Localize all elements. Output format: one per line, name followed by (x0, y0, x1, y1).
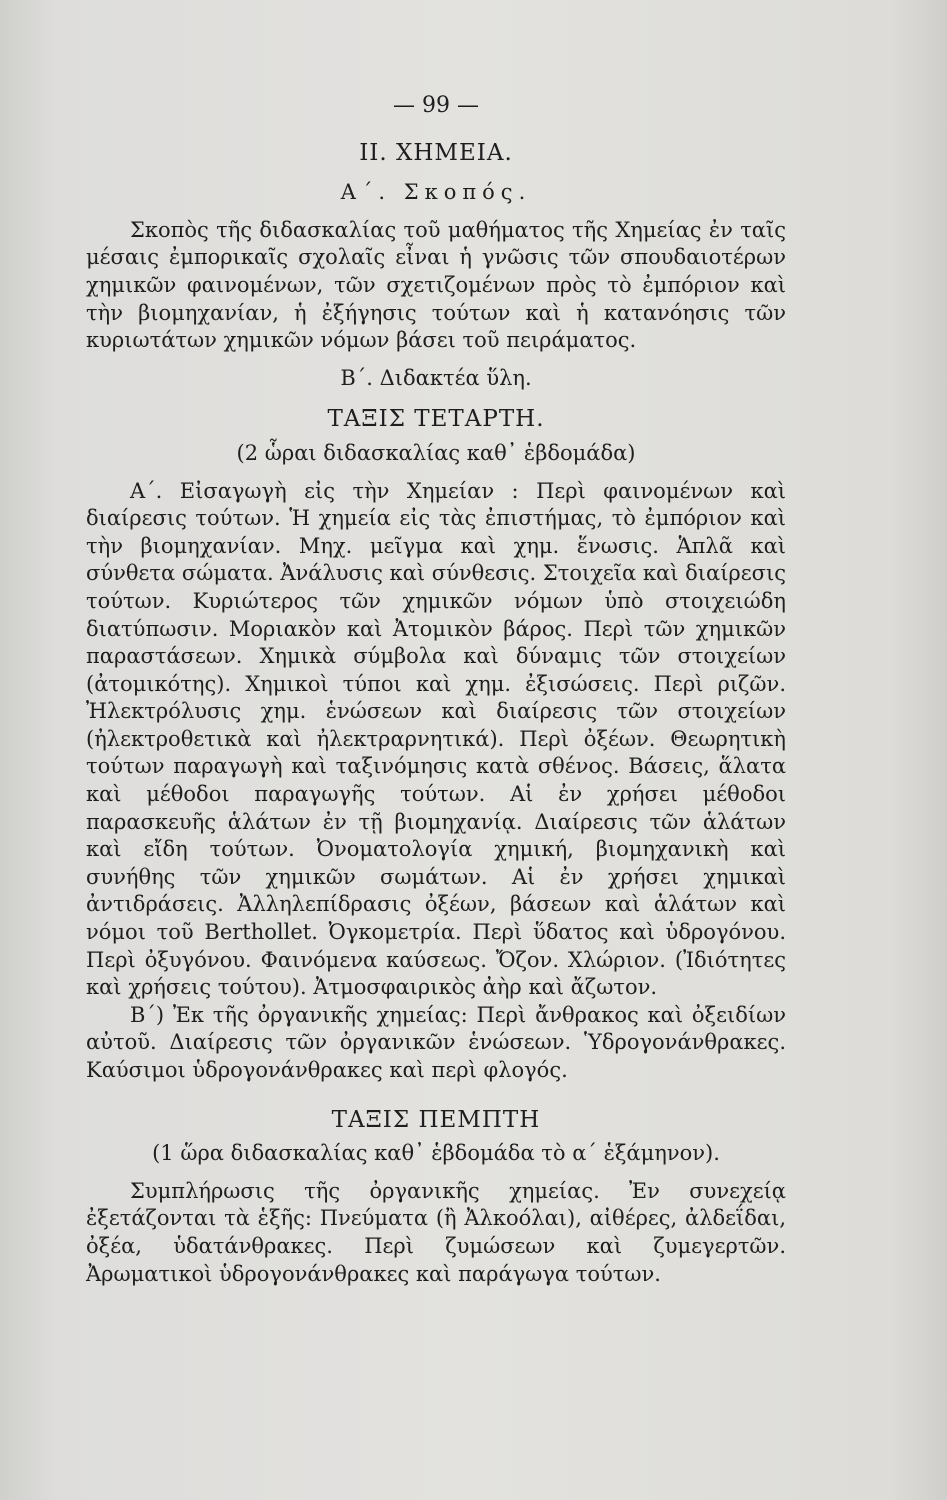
class5-paragraph: Συμπλήρωσις τῆς ὀργανικῆς χημείας. Ἐν συνεχείᾳ ἐξετάζονται τὰ ἑξῆς: Πνεύματα (ἢ Ἀλκοόλαι), αἰθέρες, ἀλδεΐδαι, ὀξέα, ὑδατάνθρακες. Περὶ ζυμώσεων καὶ ζυμεγερτῶν. Ἀρωματικοὶ ὑδρογονάνθρακες καὶ παράγωγα τούτων. (86, 1178, 786, 1286)
class5-title: ΤΑΞΙΣ ΠΕΜΠΤΗ (331, 1106, 541, 1133)
material-heading: Β΄. Διδακτέα ὕλη. (340, 365, 532, 390)
class4-title: ΤΑΞΙΣ ΤΕΤΑΡΤΗ. (327, 406, 545, 433)
class5-hours: (1 ὥρα διδασκαλίας καθ᾿ ἑβδομάδα τὸ α΄ ἑξάμηνον). (152, 1141, 720, 1166)
aim-paragraph: Σκοπὸς τῆς διδασκαλίας τοῦ μαθήματος τῆς Χημείας ἐν ταῖς μέσαις ἐμπορικαῖς σχολαῖς εἶναι ἡ γνῶσις τῶν σπουδαιοτέρων χημικῶν φαινομένων, τῶν σχετιζομένων πρὸς τὸ ἐμπόριον καὶ τὴν βιομηχανίαν, ἡ ἐξήγησις τούτων καὶ ἡ κατανόησις τῶν κυριωτάτων χημικῶν νόμων βάσει τοῦ πειράματος. (86, 217, 786, 353)
text-column (86, 92, 786, 1288)
class4-paragraph-a: Α΄. Εἰσαγωγὴ εἰς τὴν Χημείαν : Περὶ φαινομένων καὶ διαίρεσις τούτων. Ἡ χημεία εἰς τὰς ἐπιστήμας, τὸ ἐμπόριον καὶ τὴν βιομηχανίαν. Μηχ. μεῖγμα καὶ χημ. ἕνωσις. Ἁπλᾶ καὶ σύνθετα σώματα. Ἀνάλυσις καὶ σύνθεσις. Στοιχεῖα καὶ διαίρεσις τούτων. Κυριώτερος τῶν χημικῶν νόμων ὑπὸ στοιχειώδη διατύπωσιν. Μοριακὸν καὶ Ἀτομικὸν βάρος. Περὶ τῶν χημικῶν παραστάσεων. Χημικὰ σύμβολα καὶ δύναμις τῶν στοιχείων (ἀτομικότης). Χημικοὶ τύποι καὶ χημ. ἐξισώσεις. Περὶ ριζῶν. Ἠλεκτρόλυσις χημ. ἑνώσεων καὶ διαίρεσις τῶν στοιχείων (ἠλεκτροθετικὰ καὶ ἠλεκτραρνητικά). Περὶ ὀξέων. Θεωρητικὴ τούτων παραγωγὴ καὶ ταξινόμησις κατὰ σθένος. Βάσεις, ἅλατα καὶ μέθοδοι παραγωγῆς τούτων. Αἱ ἐν χρήσει μέθοδοι παρασκευῆς ἁλάτων ἐν τῇ βιομηχανίᾳ. Διαίρεσις τῶν ἁλάτων καὶ εἴδη τούτων. Ὀνοματολογία χημική, βιομηχανικὴ καὶ συνήθης τῶν χημικῶν σωμάτων. Αἱ ἐν χρήσει χημικαὶ ἀντιδράσεις. Ἀλληλεπίδρασις ὀξέων, βάσεων καὶ ἁλάτων καὶ νόμοι τοῦ Berthollet. Ὀγκομετρία. Περὶ ὕδατος καὶ ὑδρογόνου. Περὶ ὀξυγόνου. Φαινόμενα καύσεως. Ὄζον. Χλώριον. (Ἰδιότητες καὶ χρήσεις τούτου). Ἀτμοσφαιρικὸς ἀὴρ καὶ ἄζωτον. (86, 478, 786, 1000)
class4-paragraph-b: Β΄) Ἐκ τῆς ὀργανικῆς χημείας: Περὶ ἄνθρακος καὶ ὀξειδίων αὐτοῦ. Διαίρεσις τῶν ὀργανικῶν ἑνώσεων. Ὑδρογονάνθρακες. Καύσιμοι ὑδρογονάνθρακες καὶ περὶ φλογός. (86, 1002, 786, 1082)
aim-heading: Α΄. Σκοπός. (340, 180, 532, 205)
section-title: II. ΧΗΜΕΙΑ. (359, 139, 513, 166)
page-number: — 99 — (393, 93, 479, 118)
class4-hours: (2 ὧραι διδασκαλίας καθ᾿ ἑβδομάδα) (236, 440, 636, 465)
